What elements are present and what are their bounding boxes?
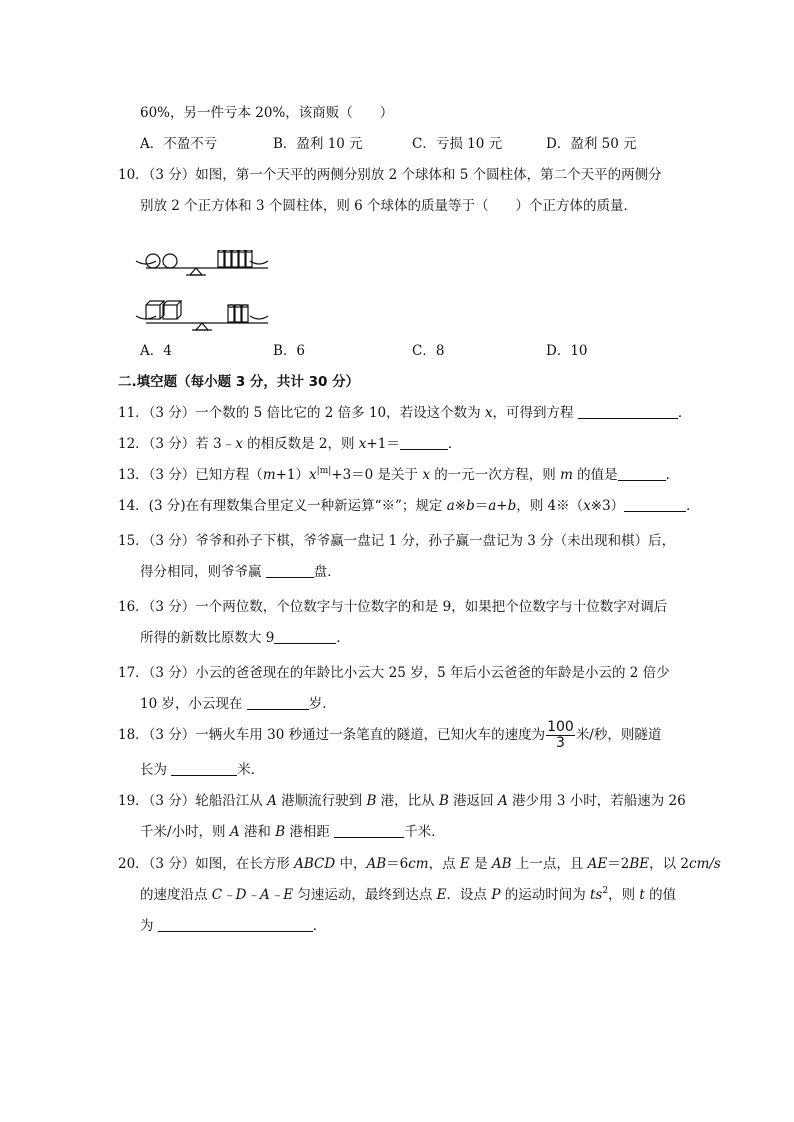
- fraction-numerator: 100: [547, 719, 574, 735]
- q20-var: E: [436, 887, 447, 903]
- q19-end: 千米．: [404, 824, 445, 840]
- q18-line2: [140, 761, 264, 779]
- q19-var: B: [275, 824, 286, 840]
- q10-option-d[interactable]: D．10: [546, 343, 588, 359]
- q15-end: 盘．: [313, 564, 341, 580]
- q20-var: AE: [587, 856, 608, 872]
- q20-unit: cm: [408, 856, 429, 872]
- q20-text: 中，: [335, 856, 367, 872]
- q19-text: 港返回: [448, 793, 498, 809]
- q10-option-b[interactable]: B．6: [273, 343, 306, 359]
- q12-var: x: [358, 436, 367, 452]
- q17-answer-blank[interactable]: [247, 695, 309, 710]
- q20-end: ．: [312, 918, 327, 934]
- q13-answer-blank[interactable]: [618, 466, 666, 481]
- q20-text: 匀速运动，最终到达点: [293, 887, 437, 903]
- q20-text: ＝2: [607, 856, 630, 872]
- q19-text: 港少用 3 小时，若船速为 26: [507, 793, 686, 809]
- q20-line1: [118, 855, 721, 873]
- q18-text: 长为: [140, 762, 172, 778]
- q11-line: [118, 404, 691, 422]
- q20-text: ，以 2: [649, 856, 690, 872]
- q20-var: P: [491, 887, 501, 903]
- balance-1-fulcrum: [190, 268, 202, 275]
- q19-var: A: [497, 793, 508, 809]
- q20-var: AB: [366, 856, 387, 872]
- q13-var: m: [262, 467, 276, 483]
- q20-var: E: [459, 856, 470, 872]
- q20-var: ABCD: [294, 856, 336, 872]
- q13-text: +3＝0 是关于: [331, 467, 423, 483]
- q19-answer-blank[interactable]: [334, 823, 404, 838]
- ball-icon: [146, 254, 160, 268]
- q14-answer-blank[interactable]: [624, 497, 686, 512]
- q14-text: ，则 4※（: [516, 498, 584, 514]
- q11-var: x: [484, 405, 493, 421]
- q20-text: 的运动时间为: [500, 887, 590, 903]
- section-2-title: 二.填空题（每小题 3 分，共计 30 分）: [118, 374, 360, 390]
- q14-text: +: [496, 498, 508, 514]
- q15-line2: [140, 563, 341, 581]
- q20-text: 为: [140, 918, 158, 934]
- balance-1-right-pan: [250, 261, 268, 264]
- q20-var: t: [639, 887, 645, 903]
- q20-text: ．设点: [446, 887, 492, 903]
- q20-unit: cm/s: [689, 856, 721, 872]
- q11-end: ．: [677, 405, 692, 421]
- q11-text: 11．（3 分）一个数的 5 倍比它的 2 倍多 10，若设这个数为: [118, 405, 485, 421]
- q18-line1: [118, 720, 661, 751]
- q15-line1: 15．（3 分）爷爷和孙子下棋，爷爷赢一盘记 1 分，孙子赢一盘记为 3 分（未出现和棋）后，: [118, 533, 676, 549]
- q14-var: b: [507, 498, 517, 514]
- q19-text: 千米/小时，则: [140, 824, 230, 840]
- q20-var: AB: [491, 856, 512, 872]
- q13-text: 的一元一次方程，则: [429, 467, 561, 483]
- q14-end: ．: [686, 498, 700, 514]
- q10-line2: 别放 2 个正方体和 3 个圆柱体，则 6 个球体的质量等于（ ）个正方体的质量．: [140, 198, 638, 214]
- q19-text: 19．（3 分）轮船沿江从: [118, 793, 268, 809]
- q20-exponent: 2: [602, 886, 609, 896]
- q12-var: x: [235, 436, 243, 452]
- q14-text: 14．(3 分)在有理数集合里定义一种新运算“※”；规定: [118, 498, 447, 514]
- q19-line2: [140, 823, 445, 841]
- q17-text: 10 岁，小云现在: [140, 696, 247, 712]
- q13-exponent: |m|: [316, 466, 332, 476]
- q14-text: ＝: [474, 498, 489, 514]
- q13-end: ．: [665, 467, 680, 483]
- q12-text: +1＝: [366, 436, 400, 452]
- q10-line1: 10．（3 分）如图，第一个天平的两侧分别放 2 个球体和 5 个圆柱体，第二个天平的两侧分: [118, 167, 662, 183]
- q9-option-a[interactable]: A．不盈不亏: [140, 136, 218, 152]
- q15-answer-blank[interactable]: [266, 563, 314, 578]
- q10-option-c[interactable]: C．8: [412, 343, 445, 359]
- q19-text: 港和: [239, 824, 276, 840]
- q9-option-d[interactable]: D．盈利 50 元: [546, 136, 637, 152]
- q19-text: 港相距: [285, 824, 335, 840]
- q13-var: x: [309, 467, 317, 483]
- q19-var: B: [438, 793, 449, 809]
- q17-line1: 17．（3 分）小云的爸爸现在的年龄比小云大 25 岁，5 年后小云爸爸的年龄是小云的 2 倍少: [118, 665, 670, 681]
- q18-answer-blank[interactable]: [171, 761, 237, 776]
- q20-text: 是: [469, 856, 492, 872]
- q20-text: 20．（3 分）如图，在长方形: [118, 856, 295, 872]
- q16-line1: 16．（3 分）一个两位数，个位数字与十位数字的和是 9，如果把个位数字与十位数字对调后: [118, 599, 668, 615]
- ball-icon: [163, 254, 177, 268]
- q20-var: ts: [590, 887, 603, 903]
- q14-var: x: [583, 498, 591, 514]
- speed-fraction: [546, 720, 575, 751]
- q14-var: a: [446, 498, 455, 514]
- q20-answer-blank[interactable]: [158, 917, 313, 932]
- q20-line2: [140, 886, 676, 904]
- cube-icon: [163, 305, 177, 319]
- q14-var: a: [488, 498, 497, 514]
- q20-text: ，点: [428, 856, 460, 872]
- q13-var: x: [422, 467, 430, 483]
- q19-text: 港，比从: [376, 793, 439, 809]
- q20-text: 的值: [644, 887, 677, 903]
- q13-line: [118, 466, 679, 484]
- q19-var: B: [366, 793, 377, 809]
- q20-line3: [140, 917, 326, 935]
- balance-figure: [132, 250, 282, 345]
- q14-text: ※3）: [590, 498, 625, 514]
- fraction-denominator: 3: [555, 735, 565, 751]
- q12-answer-blank[interactable]: [400, 435, 448, 450]
- q18-text: 18．（3 分）一辆火车用 30 秒通过一条笔直的隧道，已知火车的速度为: [118, 727, 546, 743]
- q19-line1: [118, 792, 686, 810]
- q14-text: ※: [454, 498, 467, 514]
- q9-option-c[interactable]: C．亏损 10 元: [412, 136, 503, 152]
- q13-text: 13．（3 分）已知方程（: [118, 467, 263, 483]
- q18-text: 米/秒，则隧道: [575, 727, 662, 743]
- q16-answer-blank[interactable]: [274, 629, 336, 644]
- q10-option-a[interactable]: A．4: [140, 343, 172, 359]
- q19-text: 港顺流行驶到: [276, 793, 367, 809]
- q20-text: ＝6: [386, 856, 409, 872]
- q14-var: b: [466, 498, 475, 514]
- q13-text: 的值是: [572, 467, 618, 483]
- q17-line2: [140, 695, 336, 713]
- q16-end: ．: [336, 630, 350, 646]
- q17-end: 岁．: [308, 696, 336, 712]
- q12-text: 12．（3 分）若 3﹣: [118, 436, 236, 452]
- balance-2-fulcrum: [196, 323, 208, 330]
- q18-end: 米．: [237, 762, 265, 778]
- q19-var: A: [267, 793, 277, 809]
- q15-text: 得分相同，则爷爷赢: [140, 564, 266, 580]
- q20-text: 的速度沿点: [140, 887, 212, 903]
- q12-line: [118, 435, 461, 453]
- q12-text: 的相反数是 2，则: [242, 436, 359, 452]
- q14-line: [118, 497, 700, 515]
- q9-option-b[interactable]: B．盈利 10 元: [273, 136, 363, 152]
- q20-var: BE: [629, 856, 650, 872]
- q11-answer-blank[interactable]: [578, 404, 678, 419]
- q12-end: ．: [447, 436, 462, 452]
- q16-text: 所得的新数比原数大 9: [140, 630, 275, 646]
- q20-text: ，则: [608, 887, 640, 903]
- q11-text: ，可得到方程: [492, 405, 578, 421]
- q20-text: 上一点，且: [511, 856, 588, 872]
- q9-continuation: 60%，另一件亏本 20%，该商贩（ ）: [140, 105, 394, 121]
- q13-var: m: [560, 467, 573, 483]
- q16-line2: [140, 629, 350, 647]
- q19-var: A: [229, 824, 240, 840]
- q13-text: +1）: [275, 467, 310, 483]
- q20-path: C﹣D﹣A﹣E: [211, 887, 294, 903]
- balance-2-right-pan: [250, 316, 268, 319]
